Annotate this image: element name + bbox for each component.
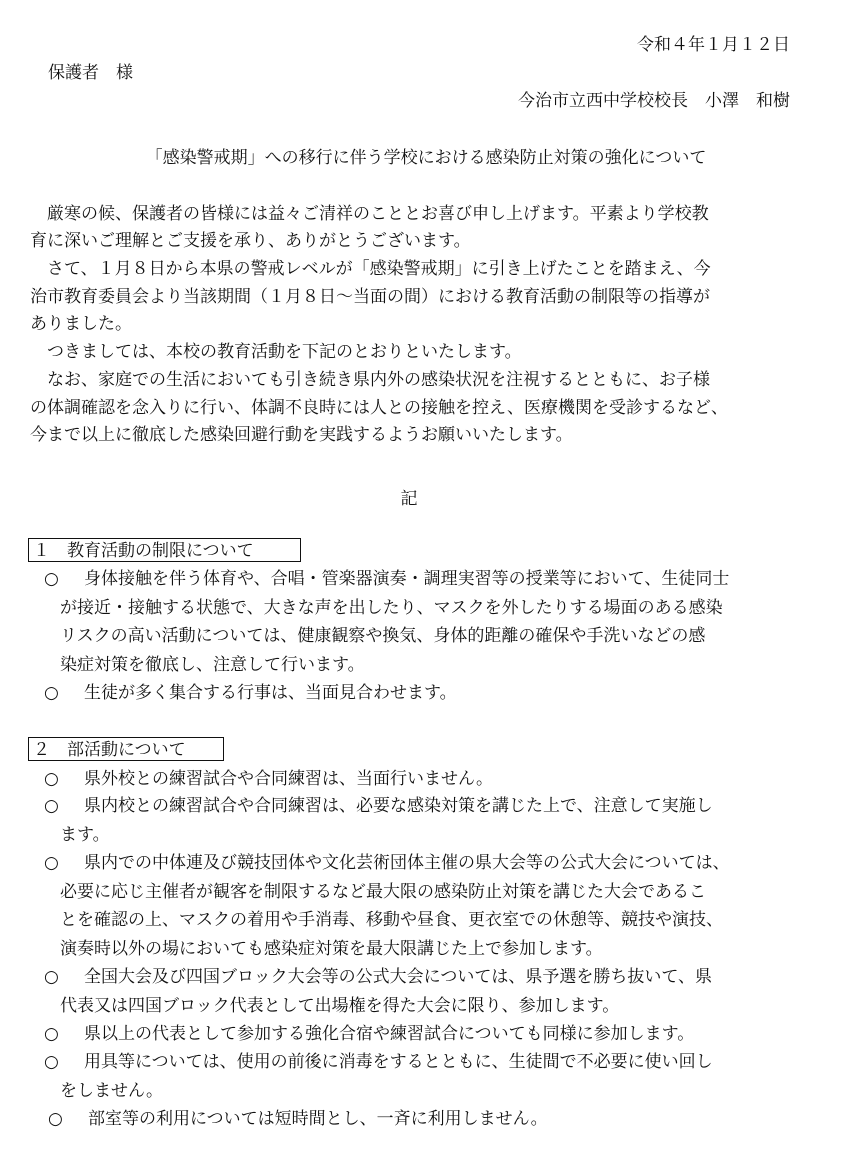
- circle-bullet-icon: ○: [44, 796, 59, 816]
- circle-bullet-icon: ○: [44, 569, 59, 589]
- circle-bullet-icon: ○: [44, 683, 59, 703]
- circle-bullet-icon: ○: [44, 1024, 59, 1044]
- intro-line: つきましては、本校の教育活動を下記のとおりといたします。: [30, 342, 522, 362]
- sender: 今治市立西中学校校長 小澤 和樹: [518, 91, 790, 111]
- item-line: 生徒が多く集合する行事は、当面見合わせます。: [84, 683, 457, 703]
- item-line: リスクの高い活動については、健康観察や換気、身体的距離の確保や手洗いなどの感: [60, 626, 706, 646]
- item-line: 部室等の利用については短時間とし、一斉に利用しません。: [88, 1109, 548, 1129]
- item-line: ます。: [60, 825, 110, 845]
- intro-line: 育に深いご理解とご支援を承り、ありがとうございます。: [30, 231, 471, 251]
- item-line: をしません。: [60, 1081, 164, 1101]
- circle-bullet-icon: ○: [44, 967, 59, 987]
- addressee: 保護者 様: [48, 63, 133, 83]
- circle-bullet-icon: ○: [48, 1109, 63, 1129]
- item-line: 必要に応じ主催者が観客を制限するなど最大限の感染防止対策を講じた大会であるこ: [60, 882, 706, 902]
- item-line: 代表又は四国ブロック代表として出場権を得た大会に限り、参加します。: [60, 996, 620, 1016]
- intro-line: 治市教育委員会より当該期間（１月８日～当面の間）における教育活動の制限等の指導が: [30, 287, 710, 307]
- item-line: とを確認の上、マスクの着用や手消毒、移動や昼食、更衣室での休憩等、競技や演技、: [60, 910, 723, 930]
- circle-bullet-icon: ○: [44, 853, 59, 873]
- intro-line: さて、１月８日から本県の警戒レベルが「感染警戒期」に引き上げたことを踏まえ、今: [30, 259, 711, 279]
- intro-line: 厳寒の候、保護者の皆様には益々ご清祥のこととお喜び申し上げます。平素より学校教: [30, 204, 709, 224]
- item-line: 県内での中体連及び競技団体や文化芸術団体主催の県大会等の公式大会については、: [84, 853, 730, 873]
- item-line: 用具等については、使用の前後に消毒をするとともに、生徒間で不必要に使い回し: [84, 1052, 713, 1072]
- document-title: 「感染警戒期」への移行に伴う学校における感染防止対策の強化について: [145, 148, 707, 168]
- item-line: 県外校との練習試合や合同練習は、当面行いません。: [84, 769, 494, 789]
- intro-line: 今まで以上に徹底した感染回避行動を実践するようお願いいたします。: [30, 425, 573, 445]
- item-line: 全国大会及び四国ブロック大会等の公式大会については、県予選を勝ち抜いて、県: [84, 967, 712, 987]
- circle-bullet-icon: ○: [44, 769, 59, 789]
- intro-line: の体調確認を念入りに行い、体調不良時には人との接触を控え、医療機関を受診するなど、: [30, 398, 729, 418]
- intro-line: ありました。: [30, 314, 132, 334]
- item-line: 染症対策を徹底し、注意して行います。: [60, 655, 365, 675]
- item-line: 県以上の代表として参加する強化合宿や練習試合についても同様に参加します。: [84, 1024, 695, 1044]
- item-line: が接近・接触する状態で、大きな声を出したり、マスクを外したりする場面のある感染: [60, 598, 723, 618]
- intro-line: なお、家庭での生活においても引き続き県内外の感染状況を注視するとともに、お子様: [30, 370, 710, 390]
- item-line: 演奏時以外の場においても感染症対策を最大限講じた上で参加します。: [60, 939, 603, 959]
- circle-bullet-icon: ○: [44, 1052, 59, 1072]
- date: 令和４年１月１２日: [637, 35, 790, 55]
- section-heading-club: ２ 部活動について: [28, 737, 224, 761]
- ki-marker: 記: [400, 489, 418, 509]
- item-line: 県内校との練習試合や合同練習は、必要な感染対策を講じた上で、注意して実施し: [84, 796, 713, 816]
- item-line: 身体接触を伴う体育や、合唱・管楽器演奏・調理実習等の授業等において、生徒同士: [84, 569, 730, 589]
- section-heading-education: １ 教育活動の制限について: [28, 538, 301, 562]
